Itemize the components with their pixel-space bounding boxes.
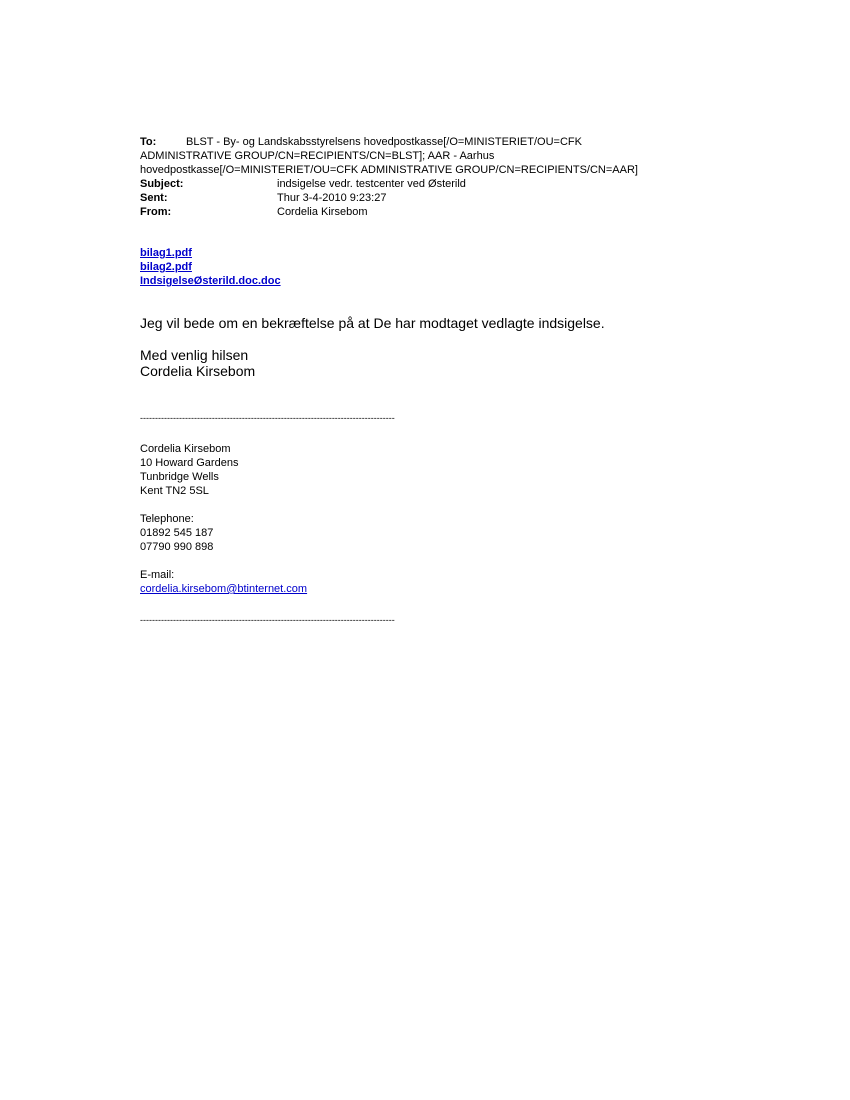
phone-number-2: 07790 990 898 [140,541,214,553]
email-body [140,315,740,379]
email-label: E-mail: [140,569,175,581]
signature-phones [140,512,307,554]
signature-divider-top: ------------------------------------------------------------------------------------- [140,413,395,423]
phone-number-1: 01892 545 187 [140,527,214,539]
sent-label: Sent: [140,192,168,204]
signature-name: Cordelia Kirsebom [140,443,231,455]
signature-email [140,568,307,596]
to-label: To: [140,136,157,148]
body-message: Jeg vil bede om en bekræftelse på at De har modtaget vedlagte indsigelse. [140,315,605,331]
from-label: From: [140,206,172,218]
subject-row [140,177,660,191]
subject-label: Subject: [140,178,184,190]
attachment-link-indsigelse[interactable]: IndsigelseØsterild.doc.doc [140,275,281,287]
signature-divider-bottom: ------------------------------------------------------------------------------------- [140,615,395,625]
to-value: BLST - By- og Landskabsstyrelsens hovedpostkasse[/O=MINISTERIET/OU=CFK ADMINISTRATIVE GROUP/CN=RECIPIENTS/CN=BLST]; AAR - Aarhus hovedpostkasse[/O=MINISTERIET/OU=CFK ADMINISTRATIVE GROUP/CN=RECIPIENTS/CN=AAR] [140,136,638,176]
from-row [140,205,660,219]
to-line [140,135,660,177]
address-line-1: 10 Howard Gardens [140,457,239,469]
attachment-list [140,246,281,288]
signature-address [140,442,307,498]
attachment-link-bilag1[interactable]: bilag1.pdf [140,247,192,259]
attachment-link-bilag2[interactable]: bilag2.pdf [140,261,192,273]
body-closing-name: Cordelia Kirsebom [140,363,256,379]
from-value: Cordelia Kirsebom [277,206,368,218]
email-link[interactable]: cordelia.kirsebom@btinternet.com [140,583,308,595]
subject-value: indsigelse vedr. testcenter ved Østerild [277,178,466,190]
sent-value: Thur 3-4-2010 9:23:27 [277,192,387,204]
address-line-3: Kent TN2 5SL [140,485,209,497]
body-closing: Med venlig hilsen [140,347,249,363]
email-header [140,135,660,219]
signature-block [140,442,307,610]
sent-row [140,191,660,205]
telephone-label: Telephone: [140,513,194,525]
address-line-2: Tunbridge Wells [140,471,219,483]
